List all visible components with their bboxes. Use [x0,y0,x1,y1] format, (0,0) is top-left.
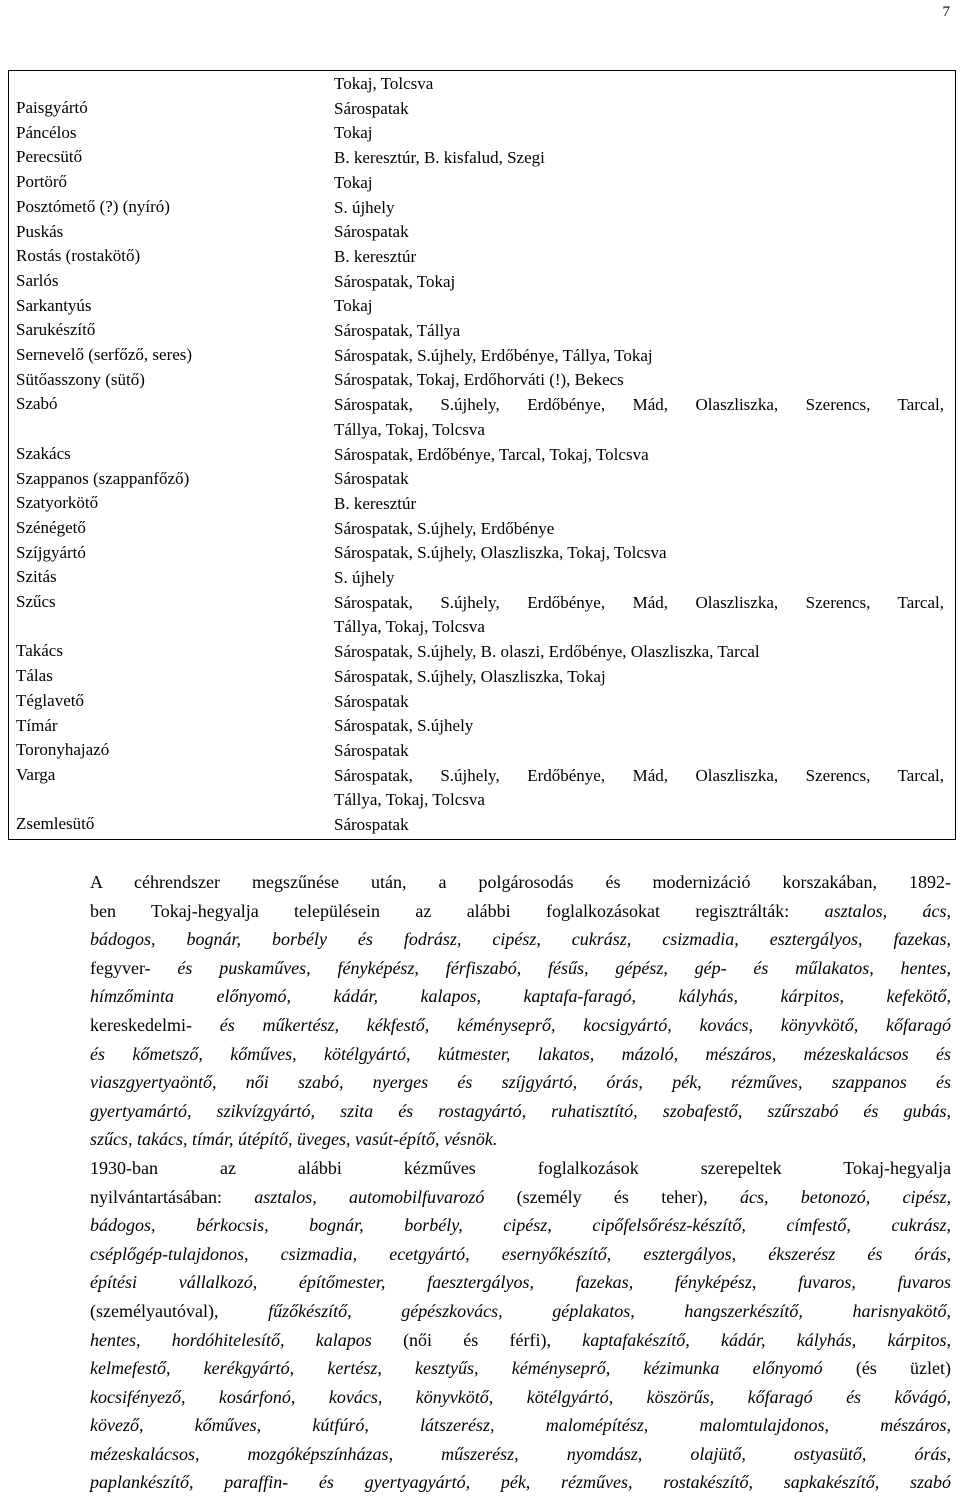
occupation-list: cséplőgép-tulajdonos, csizmadia, ecetgyártó, esernyőkészítő, esztergályos, ékszerész és órás, [90,1243,951,1264]
paragraph-1892 [16,868,951,1154]
text-line [16,1297,951,1326]
locality-list: Sárospatak [334,98,409,118]
locality-column [334,72,944,838]
locality-list: Sárospatak [334,691,409,711]
occupation-name: Téglavető [16,690,84,710]
text-line [16,1383,951,1412]
locality-list: Tokaj [334,123,373,143]
occupation-list: paplankészítő, paraffin- és gyertyagyártó, pék, rézműves, rostakészítő, sapkakészítő, szabó [90,1472,951,1493]
spacer-row [16,417,306,442]
occupation-name: Szíjgyártó [16,542,86,562]
occupation-name: Szénégető [16,517,86,537]
occupation-name: Varga [16,764,56,784]
occupation-list: és puskaműves, fényképész, férfiszabó, fésűs, gépész, gép- és műlakatos, hentes, [150,957,951,978]
occupation-list: ács, betonozó, cipész, [739,1186,951,1207]
occupation-name: Tímár [16,715,58,735]
occupation-name: Páncélos [16,122,77,142]
text-span: nyilvántartásában: [90,1186,255,1207]
locality-list: B. keresztúr [334,493,417,513]
occupation-column [16,96,306,837]
occupation-list: viaszgyertyaöntő, női szabó, nyerges és szíjgyártó, órás, pék, rézműves, szappanos és [90,1072,951,1093]
locality-list: S. újhely [334,197,395,217]
occupation-name: Tálas [16,666,53,686]
occupation-list: mézeskalácsos, mozgóképszínházas, műszerész, nyomdász, olajütő, ostyasütő, órás, [90,1443,951,1464]
locality-list: Sárospatak, Erdőbénye, Tarcal, Tokaj, Tolcsva [334,444,649,464]
occupation-list: hentes, hordóhitelesítő, kalapos [90,1329,372,1350]
occupation-list: fűzőkészítő, gépészkovács, géplakatos, hangszerkészítő, harisnyakötő, [268,1300,951,1321]
paragraph-1930 [16,1154,951,1497]
occupation-name: Sarukészítő [16,320,96,340]
locality-list: Sárospatak, Tokaj, Erdőhorváti (!), Bekecs [334,370,624,390]
locality-list: Tokaj [334,296,373,316]
locality-list: Sárospatak, Tállya [334,321,461,341]
occupation-list: kelmefestő, kerékgyártó, kertész, kesztyűs, kéményseprő, kézimunka előnyomó [90,1358,823,1379]
text-span: ben Tokaj-hegyalja településein az alábbi foglalkozásokat regisztrálták: [90,900,825,921]
text-line [16,1326,951,1355]
locality-list: Sárospatak, S.újhely, Olaszliszka, Tokaj, Tolcsva [334,543,667,563]
occupation-name: Szűcs [16,592,56,612]
occupation-name: Perecsütő [16,147,83,167]
text-line [16,1268,951,1297]
locality-list: B. keresztúr [334,246,417,266]
occupation-name: Szitás [16,567,57,587]
body-text [16,868,951,1497]
text-line [16,954,951,983]
occupation-list: gyertyamártó, szikvízgyártó, szita és rostagyártó, ruhatisztító, szobafestő, szűrszabó és gubás, [90,1100,951,1121]
occupation-list: építési vállalkozó, építőmester, faesztergályos, fazekas, fényképész, fuvaros, fuvaros [90,1272,951,1293]
occupation-name: Puskás [16,221,64,241]
locality-list: Sárospatak [334,469,409,489]
occupation-list: kaptafakészítő, kádár, kályhás, kárpitos, [582,1329,951,1350]
text-line [16,1068,951,1097]
occupation-name: Paisgyártó [16,98,88,117]
occupation-list: kövező, kőműves, kútfúró, látszerész, malomépítész, malomtulajdonos, mészáros, [90,1415,951,1436]
text-span: fegyver- [90,957,151,978]
spacer-row [16,788,306,813]
text-line [16,1183,951,1212]
locality-list: S. újhely [334,568,395,588]
text-line: 1930-ban az alábbi kézműves foglalkozások szerepeltek Tokaj-hegyalja [90,1157,951,1178]
text-line [16,1411,951,1440]
occupation-name: Sütőasszony (sütő) [16,369,145,389]
text-span: (személyautóval), [90,1300,269,1321]
locality-list: Tállya, Tokaj, Tolcsva [334,790,485,810]
locality-list: B. keresztúr, B. kisfalud, Szegi [334,148,545,168]
occupation-name: Zsemlesütő [16,814,95,834]
occupation-list: és műkertész, kékfestő, kéményseprő, kocsigyártó, kovács, könyvkötő, kőfaragó [191,1014,951,1035]
occupation-name: Posztómető (?) (nyíró) [16,196,170,216]
text-span: (személy és teher), [484,1186,740,1207]
occupation-name: Szappanos (szappanfőző) [16,468,190,488]
locality-list: Sárospatak [334,815,409,835]
occupation-name: Sernevelő (serfőző, seres) [16,345,193,365]
text-line [16,1011,951,1040]
text-line [16,897,951,926]
locality-list: Sárospatak, S.újhely, B. olaszi, Erdőbénye, Olaszliszka, Tarcal [334,642,760,662]
locality-list: Sárospatak, S.újhely, Erdőbénye [334,518,555,538]
occupation-list: hímzőminta előnyomó, kádár, kalapos, kaptafa-faragó, kályhás, kárpitos, kefekötő, [90,986,951,1007]
locality-list: Sárospatak, S.újhely, Erdőbénye, Tállya, Tokaj [334,345,653,365]
text-line [16,1040,951,1069]
locality-list: Sárospatak [334,222,409,242]
text-span: (és üzlet) [822,1358,952,1379]
occupation-name: Portörő [16,172,67,192]
locality-list: Sárospatak, S.újhely, Erdőbénye, Mád, Olaszliszka, Szerencs, Tarcal, [334,765,944,785]
occupation-list: asztalos, ács, [824,900,951,921]
occupation-name: Sarkantyús [16,295,92,315]
occupation-name: Szatyorkötő [16,493,99,513]
text-span: (női és férfi), [371,1329,583,1350]
text-line [16,925,951,954]
occupation-name: Rostás (rostakötő) [16,246,141,266]
occupation-name: Sarlós [16,270,59,290]
page-number: 7 [942,4,950,20]
occupation-list: szűcs, takács, tímár, útépítő, üveges, vasút-építő, vésnök. [90,1129,498,1150]
occupation-list: asztalos, automobilfuvarozó [254,1186,485,1207]
locality-list: Sárospatak, S.újhely, Olaszliszka, Tokaj [334,666,606,686]
locality-list: Tokaj [334,172,373,192]
text-line [16,1211,951,1240]
occupation-name: Toronyhajazó [16,740,110,760]
locality-list: Tállya, Tokaj, Tolcsva [334,419,485,439]
text-line: A céhrendszer megszűnése után, a polgárosodás és modernizáció korszakában, 1892- [90,872,951,892]
text-line [16,1240,951,1269]
locality-list: Sárospatak, S.újhely, Erdőbénye, Mád, Olaszliszka, Szerencs, Tarcal, [334,395,944,415]
locality-list: Sárospatak, Tokaj [334,271,456,291]
locality-list: Sárospatak [334,740,409,760]
text-line [16,1097,951,1126]
text-line [16,1468,951,1497]
occupation-list: bádogos, bérkocsis, bognár, borbély, cipész, cipőfelsőrész-készítő, címfestő, cukrász, [90,1215,951,1236]
text-line [16,1125,951,1154]
occupation-list: és kőmetsző, kőműves, kötélgyártó, kútmester, lakatos, mázoló, mészáros, mézeskalácsos és [90,1043,951,1064]
locality-list: Sárospatak, S.újhely [334,716,474,736]
text-line [16,982,951,1011]
text-span: kereskedelmi- [90,1014,192,1035]
occupation-list: kocsifényező, kosárfonó, kovács, könyvkötő, kötélgyártó, köszörűs, kőfaragó és kővágó, [90,1386,951,1407]
locality-list: Tállya, Tokaj, Tolcsva [334,617,485,637]
locality-list: Sárospatak, S.újhely, Erdőbénye, Mád, Olaszliszka, Szerencs, Tarcal, [334,592,944,612]
occupation-name: Szakács [16,443,71,463]
spacer-row [16,615,306,640]
occupation-name: Szabó [16,394,58,414]
occupation-name: Takács [16,641,63,661]
occupation-list: bádogos, bognár, borbély és fodrász, cipész, cukrász, csizmadia, esztergályos, fazekas, [90,929,951,950]
locality-list: Tokaj, Tolcsva [334,74,434,93]
text-line [16,1354,951,1383]
text-line [16,1440,951,1469]
